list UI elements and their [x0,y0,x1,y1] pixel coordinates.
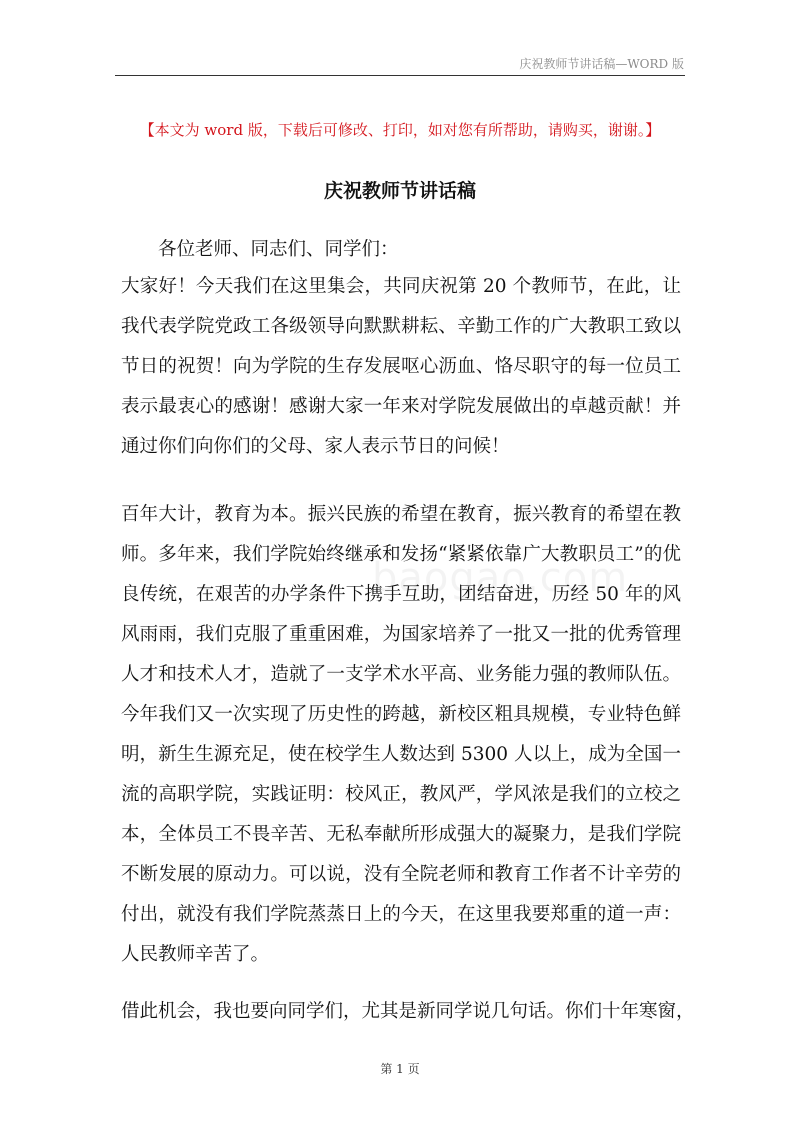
paragraph-line: 节日的祝贺！向为学院的生存发展呕心沥血、恪尽职守的每一位员工 [121,356,681,377]
paragraph-line: 我代表学院党政工各级领导向默默耕耘、辛勤工作的广大教职工致以 [121,316,681,337]
paragraph-line: 大家好！今天我们在这里集会，共同庆祝第 20 个教师节，在此，让 [121,276,681,297]
paragraph-line: 良传统，在艰苦的办学条件下携手互助，团结奋进，历经 50 年的风 [121,584,681,605]
paragraph-line: 明，新生生源充足，使在校学生人数达到 5300 人以上，成为全国一 [121,744,681,765]
paragraph-line: 本，全体员工不畏辛苦、无私奉献所形成强大的凝聚力，是我们学院 [121,824,681,845]
document-title: 庆祝教师节讲话稿 [323,180,476,202]
paragraph-line: 借此机会，我也要向同学们，尤其是新同学说几句话。你们十年寒窗， [121,1001,695,1022]
header-divider [115,75,685,76]
paragraph-line: 师。多年来，我们学院始终继承和发扬“紧紧依靠广大教职员工”的优 [121,544,681,565]
paragraph-line: 付出，就没有我们学院蒸蒸日上的今天，在这里我要郑重的道一声： [121,904,681,925]
paragraph-line: 流的高职学院，实践证明：校风正，教风严，学风浓是我们的立校之 [121,784,681,805]
paragraph-line: 表示最衷心的感谢！感谢大家一年来对学院发展做出的卓越贡献！并 [121,396,681,417]
paragraph-line: 通过你们向你们的父母、家人表示节日的问候！ [121,436,510,457]
paragraph-line: 不断发展的原动力。可以说，没有全院老师和教育工作者不计辛劳的 [121,864,681,885]
paragraph-line: 风雨雨，我们克服了重重困难，为国家培养了一批又一批的优秀管理 [121,624,681,645]
paragraph-line: 百年大计，教育为本。振兴民族的希望在教育，振兴教育的希望在教 [121,504,681,525]
purchase-notice: 【本文为 word 版，下载后可修改、打印，如对您有所帮助，请购买，谢谢。】 [139,121,661,139]
page-number: 第 1 页 [380,1062,420,1076]
paragraph-line: 人民教师辛苦了。 [121,944,270,965]
paragraph-line: 人才和技术人才，造就了一支学术水平高、业务能力强的教师队伍。 [121,664,681,685]
running-header: 庆祝教师节讲话稿—WORD 版 [519,57,684,71]
paragraph-line: 今年我们又一次实现了历史性的跨越，新校区粗具规模，专业特色鲜 [121,704,681,725]
salutation: 各位老师、同志们、同学们： [158,239,399,260]
